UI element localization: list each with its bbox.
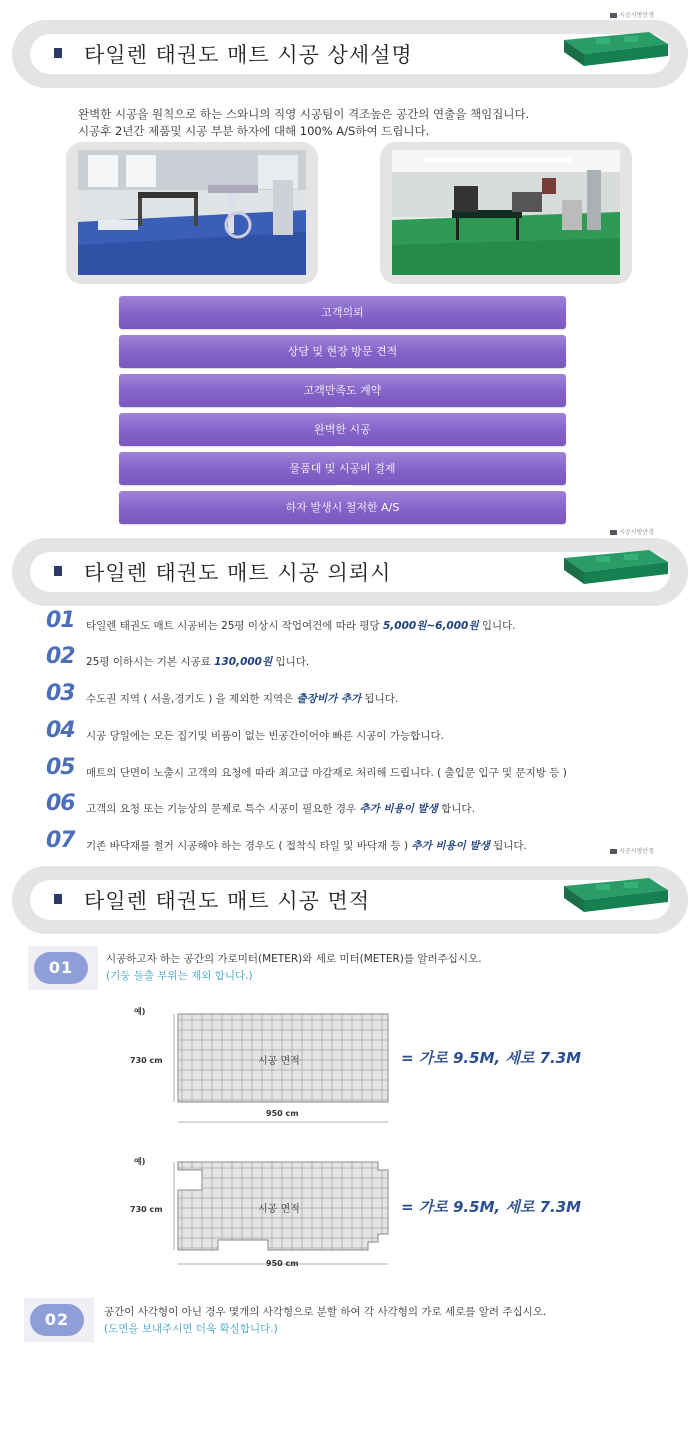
section-header-detail xyxy=(12,20,688,88)
process-step-6: 하자 발생시 철저한 A/S xyxy=(119,491,566,524)
list-item: 02 25평 이하시는 기본 시공료 130,000원 입니다. xyxy=(46,644,310,669)
section-header-area xyxy=(12,866,688,934)
intro-text: 완벽한 시공을 원칙으로 하는 스와니의 직영 시공팀이 격조높은 공간의 연출을 책임집니다. 시공후 2년간 제품및 시공 부분 하자에 대해 100% A/S하여 드립니다. xyxy=(78,107,530,138)
list-item: 04 시공 당일에는 모든 집기및 비품이 없는 빈공간이어야 빠른 시공이 가능합니다. xyxy=(46,718,444,743)
example-label: 예) xyxy=(134,1007,146,1016)
process-step-4: 완벽한 시공 xyxy=(119,413,566,446)
puzzle-mat-icon xyxy=(554,24,674,80)
list-item: 06 고객의 요청 또는 기능상의 문제로 특수 시공이 필요한 경우 추가 비용이 발생 합니다. xyxy=(46,791,475,816)
process-step-2: 상담 및 현장 방문 견적 xyxy=(119,335,566,368)
square-bullet-icon xyxy=(54,894,62,904)
section-title: 타일렌 태권도 매트 시공 의뢰시 xyxy=(84,561,392,585)
area-result: = 가로 9.5M, 세로 7.3M xyxy=(401,1049,582,1067)
area-result: = 가로 9.5M, 세로 7.3M xyxy=(401,1198,582,1216)
height-label: 730 cm xyxy=(130,1205,163,1214)
width-label: 950 cm xyxy=(266,1109,299,1118)
section-title: 타일렌 태권도 매트 시공 상세설명 xyxy=(84,43,413,67)
square-bullet-icon xyxy=(54,566,62,576)
area-label: 시공 면적 xyxy=(258,1056,300,1067)
list-item: 05 매트의 단면이 노출시 고객의 요청에 따라 최고급 마감재로 처리해 드립니다. ( 출입문 입구 및 문지방 등 ) xyxy=(46,755,567,780)
width-label: 950 cm xyxy=(266,1259,299,1268)
section-header-request xyxy=(12,538,688,606)
square-bullet-icon xyxy=(54,48,62,58)
brand-mark: 시공시방안경 xyxy=(610,527,654,536)
process-step-3: 고객만족도 계약 xyxy=(119,374,566,407)
area-label: 시공 면적 xyxy=(258,1204,300,1215)
brand-mark: 시공시방안경 xyxy=(610,846,654,855)
step-number-badge: 02 xyxy=(30,1304,84,1336)
gym-green-floor-photo xyxy=(392,150,620,275)
process-step-1: 고객의뢰 xyxy=(119,296,566,329)
process-step-5: 물품대 및 시공비 결제 xyxy=(119,452,566,485)
gym-blue-floor-photo xyxy=(78,150,306,275)
step-number-badge: 01 xyxy=(34,952,88,984)
puzzle-mat-icon xyxy=(554,870,674,926)
example-label: 예) xyxy=(134,1157,146,1166)
brand-mark: 시공시방안경 xyxy=(610,10,654,19)
list-item: 03 수도권 지역 ( 서울,경기도 ) 을 제외한 지역은 출장비가 추가 됩니다. xyxy=(46,681,399,706)
list-item: 01 타일렌 태권도 매트 시공비는 25평 이상시 작업여건에 따라 평당 5,000원~6,000원 입니다. xyxy=(46,608,516,633)
puzzle-mat-icon xyxy=(554,542,674,598)
request-instruction: 시공하고자 하는 공간의 가로미터(METER)와 세로 미터(METER)를 알려주십시오. (기둥 돌출 부위는 제외 합니다.) xyxy=(106,953,482,982)
height-label: 730 cm xyxy=(130,1056,163,1065)
request-instruction: 공간이 사각형이 아닌 경우 몇개의 사각형으로 분할 하여 각 사각형의 가로 세로를 알려 주십시오. (도면을 보내주시면 더욱 확실합니다.) xyxy=(104,1306,547,1335)
list-item: 07 기존 바닥재를 철거 시공해야 하는 경우도 ( 접착식 타일 및 바닥재 등 ) 추가 비용이 발생 됩니다. xyxy=(46,828,527,853)
section-title: 타일렌 태권도 매트 시공 면적 xyxy=(84,889,371,913)
